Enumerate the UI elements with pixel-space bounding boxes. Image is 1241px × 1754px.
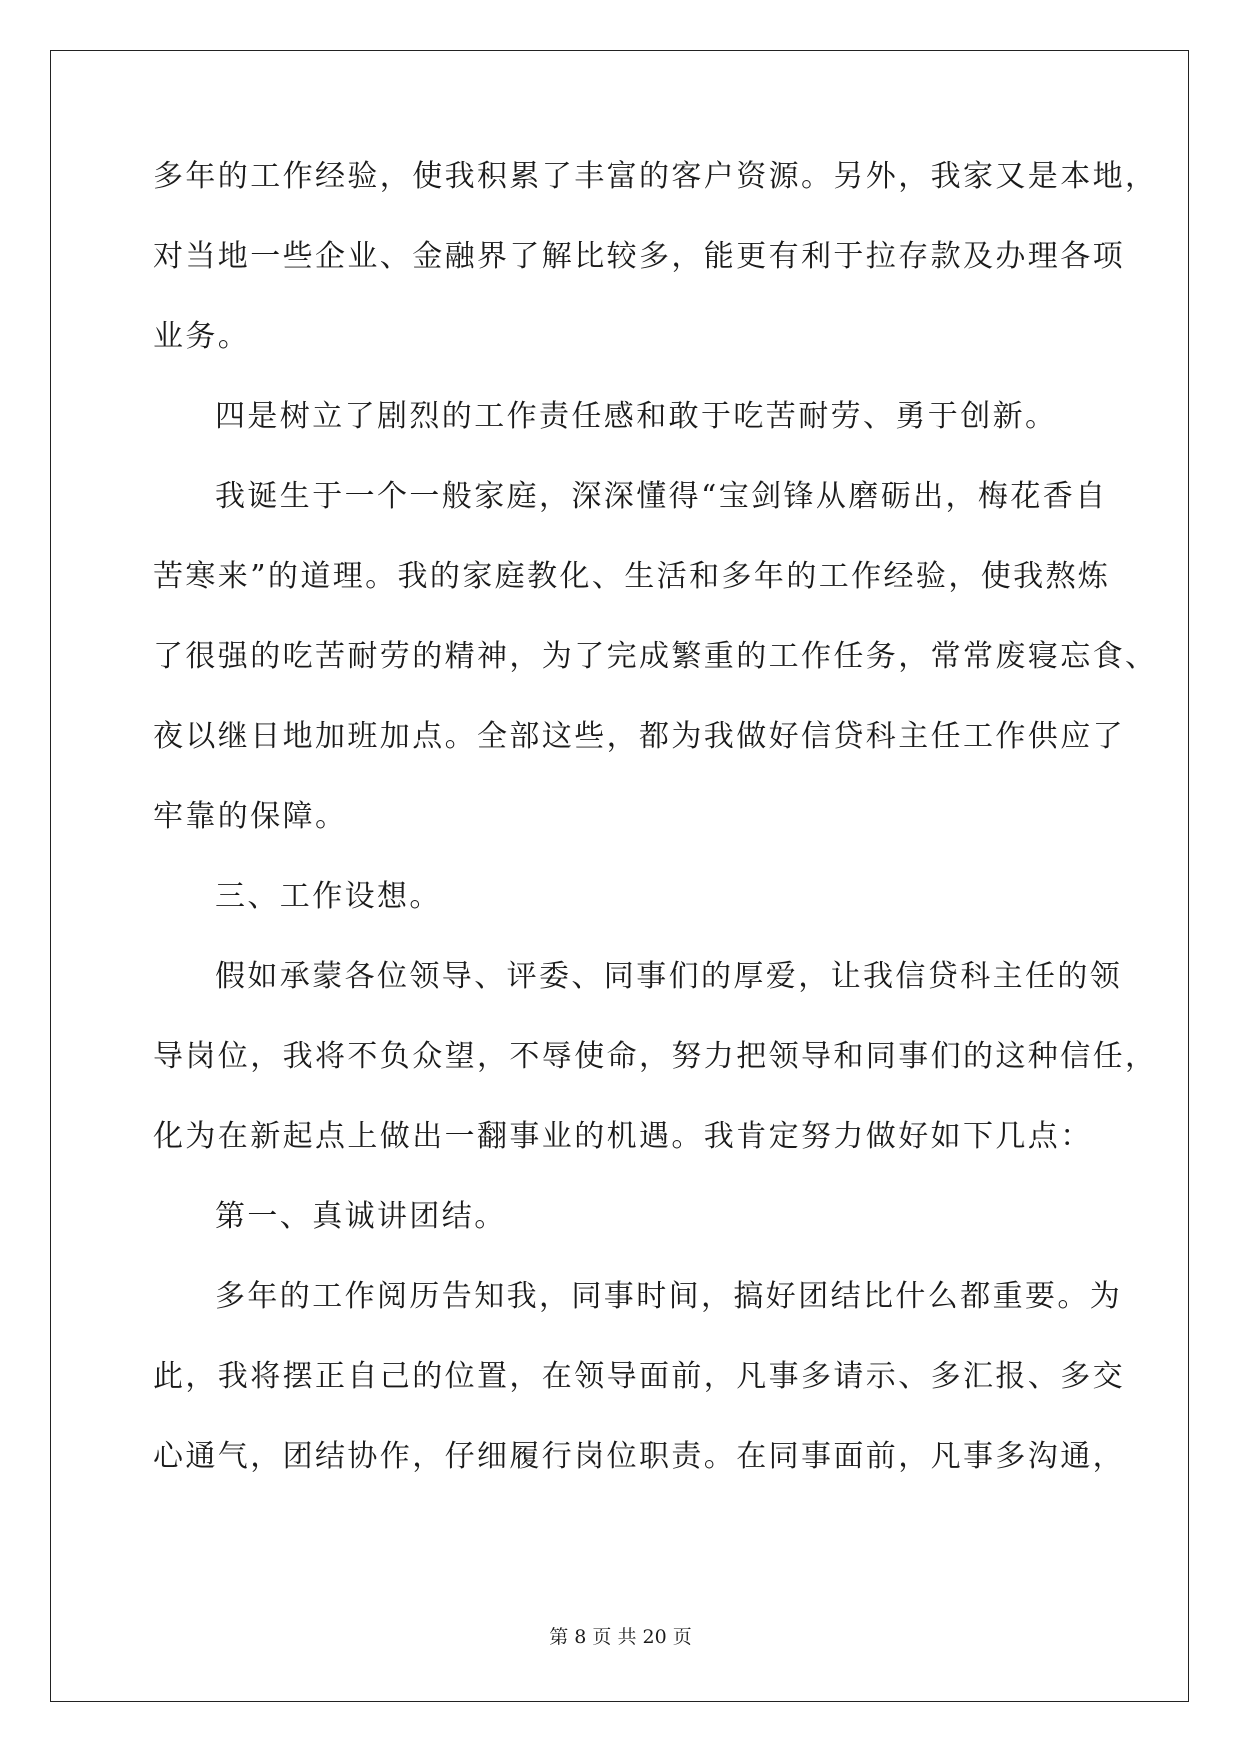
text-line: 导岗位，我将不负众望，不辱使命，努力把领导和同事们的这种信任， <box>153 1039 1158 1074</box>
text-line: 夜以继日地加班加点。全部这些，都为我做好信贷科主任工作供应了 <box>153 719 1125 754</box>
text-line: 牢靠的保障。 <box>153 799 348 834</box>
text-line: 心通气，团结协作，仔细履行岗位职责。在同事面前，凡事多沟通， <box>153 1439 1125 1474</box>
text-line: 我诞生于一个一般家庭，深深懂得“宝剑锋从磨砺出，梅花香自 <box>215 479 1108 514</box>
text-line: 苦寒来”的道理。我的家庭教化、生活和多年的工作经验，使我熬炼 <box>153 559 1111 594</box>
text-line: 对当地一些企业、金融界了解比较多，能更有利于拉存款及办理各项 <box>153 239 1125 274</box>
text-line: 多年的工作经验，使我积累了丰富的客户资源。另外，我家又是本地， <box>153 159 1158 194</box>
text-line: 多年的工作阅历告知我，同事时间，搞好团结比什么都重要。为 <box>215 1279 1123 1314</box>
document-body <box>153 159 1158 1520</box>
text-line: 四是树立了剧烈的工作责任感和敢于吃苦耐劳、勇于创新。 <box>215 399 1058 434</box>
text-line: 了很强的吃苦耐劳的精神，为了完成繁重的工作任务，常常废寝忘食、 <box>153 639 1158 674</box>
section-heading: 三、工作设想。 <box>215 879 442 914</box>
text-line: 假如承蒙各位领导、评委、同事们的厚爱，让我信贷科主任的领 <box>215 959 1123 994</box>
text-line: 化为在新起点上做出一翻事业的机遇。我肯定努力做好如下几点： <box>153 1119 1093 1154</box>
subsection-heading: 第一、真诚讲团结。 <box>215 1199 507 1234</box>
text-line: 此，我将摆正自己的位置，在领导面前，凡事多请示、多汇报、多交 <box>153 1359 1125 1394</box>
text-line: 业务。 <box>153 319 251 354</box>
page-number-footer: 第 8 页 共 20 页 <box>549 1626 692 1648</box>
